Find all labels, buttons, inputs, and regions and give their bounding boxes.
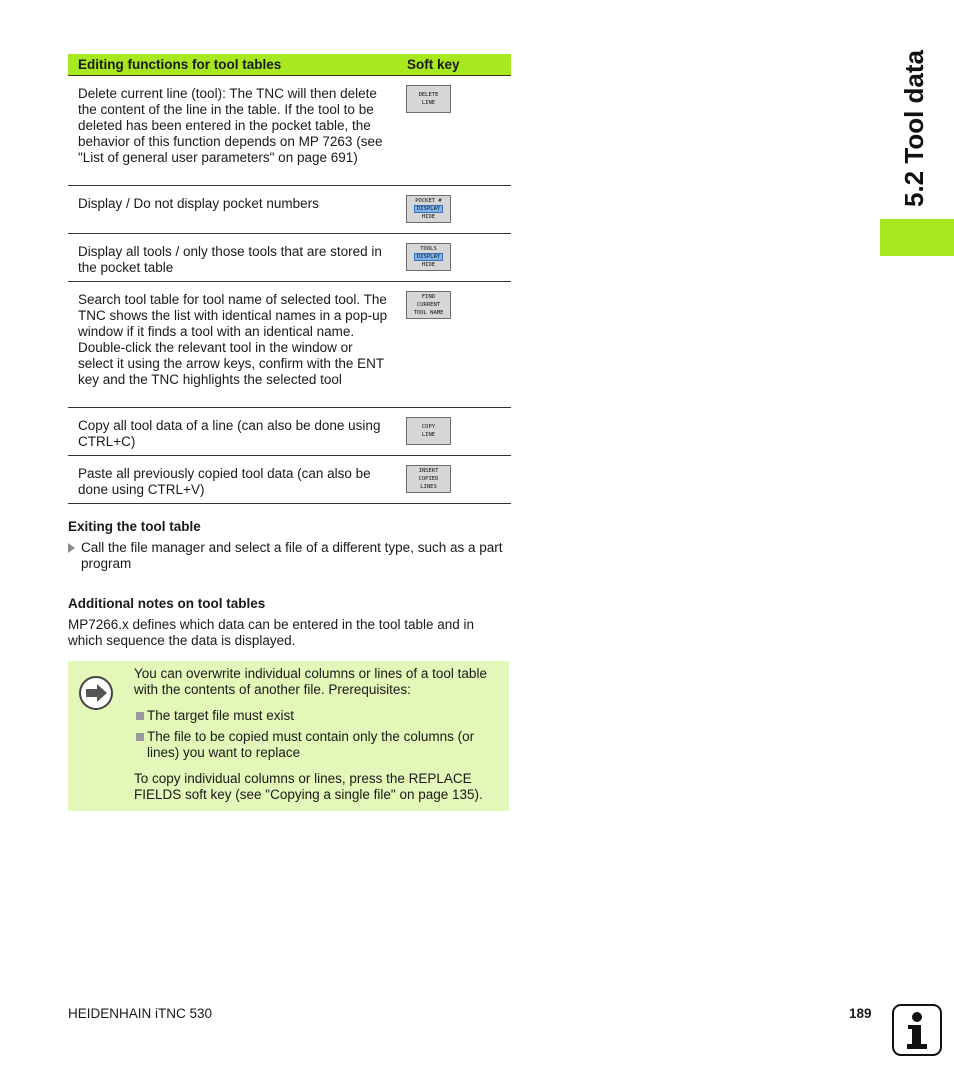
row-description: Copy all tool data of a line (can also be done using CTRL+C): [78, 418, 381, 449]
bullet-square-icon: [136, 712, 144, 720]
note-box: [68, 661, 509, 811]
note-bullet: The file to be copied must contain only the columns (or lines) you want to replace: [147, 729, 475, 760]
note-intro: You can overwrite individual columns or lines of a tool table with the contents of another file. Prerequisites:: [134, 666, 487, 697]
softkey-label: INSERT: [418, 468, 439, 474]
insert-copied-lines-softkey[interactable]: [406, 465, 451, 493]
table-row: [68, 234, 511, 282]
header-softkey: Soft key: [407, 57, 460, 72]
row-description: Display / Do not display pocket numbers: [78, 196, 319, 211]
softkey-label: DELETE: [418, 92, 439, 98]
copy-line-softkey[interactable]: [406, 417, 451, 445]
row-description: Search tool table for tool name of selected tool. The TNC shows the list with identical names in a pop-up window if it finds a tool with an identical name. Double-click the relevant tool in the window or select it using the arrow keys, confirm with the ENT key and the TNC highlights the selected tool: [78, 292, 388, 387]
table-row: [68, 282, 511, 408]
table-row: [68, 408, 511, 456]
exiting-step: Call the file manager and select a file of a different type, such as a part program: [81, 540, 503, 571]
row-description: Paste all previously copied tool data (can also be done using CTRL+V): [78, 466, 371, 497]
softkey-label: HIDE: [421, 262, 436, 268]
softkey-label: HIDE: [421, 214, 436, 220]
softkey-label: FIND: [421, 294, 436, 300]
softkey-label: LINE: [421, 432, 436, 438]
chapter-tab: [880, 219, 954, 256]
exiting-heading: Exiting the tool table: [68, 519, 201, 534]
table-header: [68, 54, 511, 76]
header-function: Editing functions for tool tables: [78, 57, 282, 72]
row-description: Display all tools / only those tools that are stored in the pocket table: [78, 244, 382, 275]
pocket-display-softkey[interactable]: [406, 195, 451, 223]
find-tool-name-softkey[interactable]: [406, 291, 451, 319]
softkey-label: POCKET #: [415, 198, 442, 204]
note-bullet: The target file must exist: [147, 708, 295, 723]
delete-line-softkey[interactable]: [406, 85, 451, 113]
notes-heading: Additional notes on tool tables: [68, 596, 266, 611]
softkey-label: DISPLAY: [414, 253, 443, 261]
softkey-label: DISPLAY: [414, 205, 443, 213]
chapter-title: 5.2 Tool data: [899, 50, 929, 207]
editing-functions-table: [68, 54, 511, 504]
row-description: Delete current line (tool): The TNC will then delete the content of the line in the table. If the tool to be deleted has been entered in the pocket table, the behavior of this function depends on MP 7263 (see "List of general user parameters" on page 691): [78, 86, 383, 165]
footer-manual-name: HEIDENHAIN iTNC 530: [68, 1006, 213, 1021]
softkey-label: TOOL NAME: [413, 310, 444, 316]
softkey-label: LINES: [420, 484, 437, 490]
softkey-label: COPIED: [418, 476, 439, 482]
softkey-label: TOOLS: [420, 246, 437, 252]
info-icon: [892, 1004, 942, 1056]
note-outro: To copy individual columns or lines, press the REPLACE FIELDS soft key (see "Copying a single file" on page 135).: [134, 771, 483, 802]
table-row: [68, 456, 511, 504]
table-row: [68, 76, 511, 186]
notes-text: MP7266.x defines which data can be entered in the tool table and in which sequence the data is displayed.: [68, 617, 475, 648]
table-row: [68, 186, 511, 234]
bullet-square-icon: [136, 733, 144, 741]
page-number: 189: [849, 1006, 872, 1021]
softkey-label: COPY: [421, 424, 436, 430]
tools-display-softkey[interactable]: [406, 243, 451, 271]
triangle-right-icon: [68, 543, 75, 553]
arrow-right-icon: [79, 676, 113, 710]
softkey-label: LINE: [421, 100, 436, 106]
softkey-label: CURRENT: [416, 302, 441, 308]
